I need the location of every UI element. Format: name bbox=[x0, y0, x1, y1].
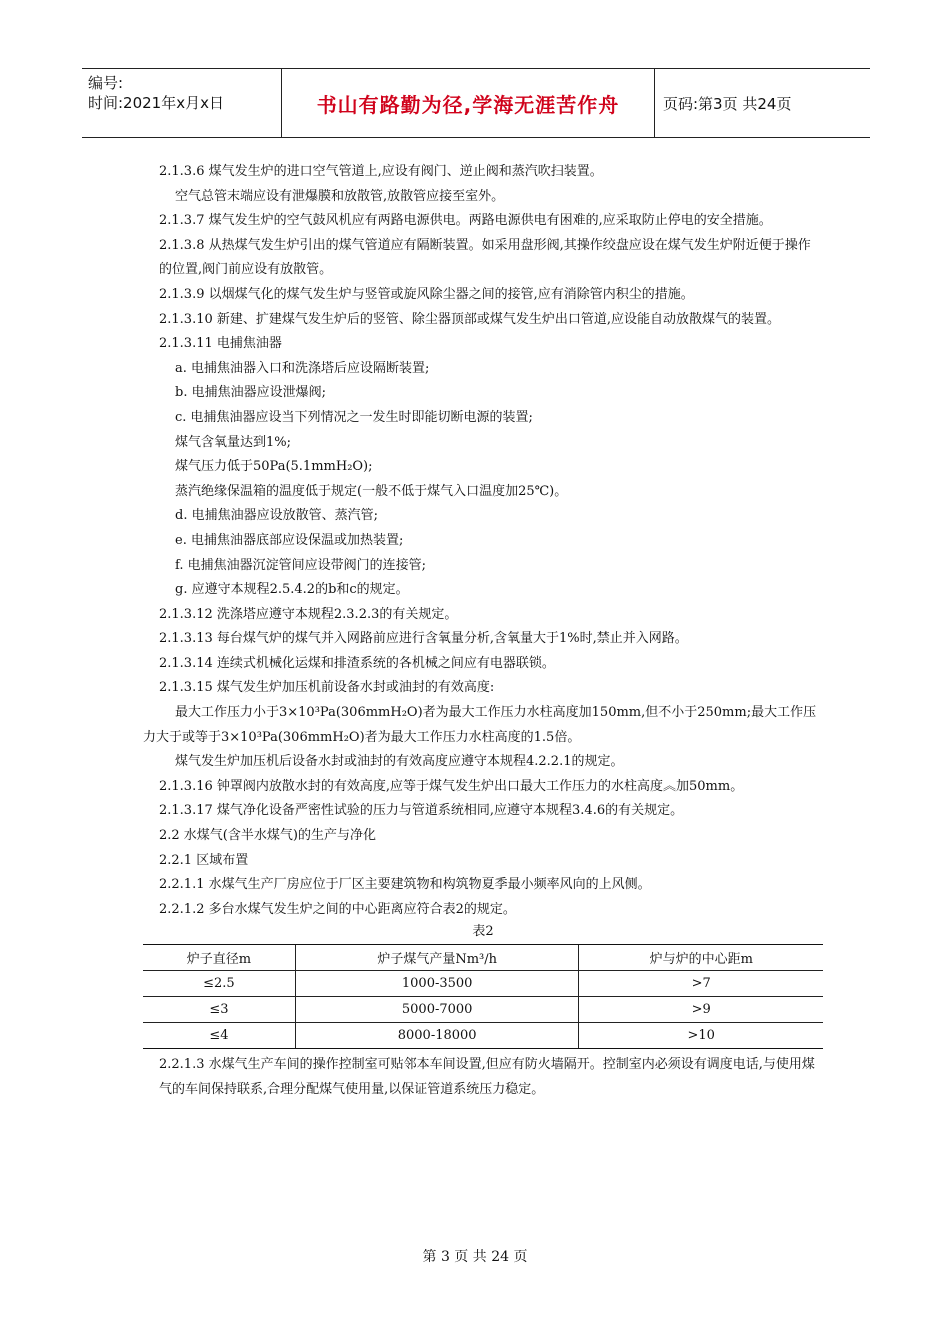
paragraph: 2.2.1.1 水煤气生产厂房应位于厂区主要建筑物和构筑物夏季最小频率风向的上风侧。 bbox=[159, 877, 651, 893]
table-row bbox=[143, 1023, 823, 1049]
list-item: 煤气压力低于50Pa(5.1mmH₂O); bbox=[175, 459, 373, 475]
table-cell: >10 bbox=[579, 1023, 823, 1049]
paragraph: 空气总管末端应设有泄爆膜和放散管,放散管应接至室外。 bbox=[175, 188, 505, 204]
table-cell: 8000-18000 bbox=[295, 1023, 579, 1049]
section-heading: 2.2.1 区域布置 bbox=[159, 852, 249, 868]
spacing-table bbox=[143, 944, 823, 1049]
page-footer: 第 3 页 共 24 页 bbox=[422, 1249, 528, 1265]
list-item: 蒸汽绝缘保温箱的温度低于规定(一般不低于煤气入口温度加25℃)。 bbox=[175, 483, 568, 499]
header-motto: 书山有路勤为径,学海无涯苦作舟 bbox=[282, 69, 655, 137]
table-header-row bbox=[143, 945, 823, 971]
list-item: e. 电捕焦油器底部应设保温或加热装置; bbox=[175, 532, 404, 548]
table-cell: 5000-7000 bbox=[295, 997, 579, 1023]
table-cell: >9 bbox=[579, 997, 823, 1023]
paragraph: 2.1.3.6 煤气发生炉的进口空气管道上,应设有阀门、逆止阀和蒸汽吹扫装置。 bbox=[159, 164, 603, 179]
paragraph: 2.1.3.16 钟罩阀内放散水封的有效高度,应等于煤气发生炉出口最大工作压力的水柱高度︽加50mm。 bbox=[159, 778, 744, 794]
paragraph: 2.1.3.10 新建、扩建煤气发生炉后的竖管、除尘器顶部或煤气发生炉出口管道,应设能自动放散煤气的装置。 bbox=[159, 311, 781, 327]
table-cell: ≤2.5 bbox=[143, 971, 295, 997]
paragraph: 2.1.3.13 每台煤气炉的煤气并入网路前应进行含氧量分析,含氧量大于1%时,禁止并入网路。 bbox=[159, 631, 688, 647]
paragraph: 2.1.3.9 以烟煤气化的煤气发生炉与竖管或旋风除尘器之间的接管,应有消除管内积尘的措施。 bbox=[159, 286, 694, 302]
table-row bbox=[143, 971, 823, 997]
paragraph: 2.2.1.3 水煤气生产车间的操作控制室可贴邻本车间设置,但应有防火墙隔开。控制室内必须设有调度电话,与使用煤气的车间保持联系,合理分配煤气使用量,以保证管道系统压力稳定。 bbox=[159, 1057, 815, 1097]
list-item: b. 电捕焦油器应设泄爆阀; bbox=[175, 385, 326, 401]
paragraph: 2.2.1.2 多台水煤气发生炉之间的中心距离应符合表2的规定。 bbox=[159, 901, 516, 917]
list-item: a. 电捕焦油器入口和洗涤塔后应设隔断装置; bbox=[175, 360, 430, 376]
table-header-cell: 炉子直径m bbox=[143, 945, 295, 971]
table-header-cell: 炉与炉的中心距m bbox=[579, 945, 823, 971]
table-cell: ≤3 bbox=[143, 997, 295, 1023]
table-row bbox=[143, 997, 823, 1023]
paragraph: 2.1.3.12 洗涤塔应遵守本规程2.3.2.3的有关规定。 bbox=[159, 606, 458, 622]
header-meta bbox=[82, 69, 282, 137]
section-heading: 2.2 水煤气(含半水煤气)的生产与净化 bbox=[159, 828, 376, 844]
list-item: 煤气含氧量达到1%; bbox=[175, 434, 292, 450]
header-page-number: 页码:第3页 共24页 bbox=[663, 94, 792, 113]
table-cell: 1000-3500 bbox=[295, 971, 579, 997]
paragraph: 最大工作压力小于3×10³Pa(306mmH₂O)者为最大工作压力水柱高度加150mm,但不小于250mm;最大工作压力大于或等于3×10³Pa(306mmH₂O)者为最大工作压力水柱高度的1.5倍。 bbox=[143, 705, 817, 745]
page-header bbox=[82, 68, 870, 138]
list-item: g. 应遵守本规程2.5.4.2的b和c的规定。 bbox=[175, 582, 409, 598]
document-number-label: 编号: bbox=[88, 74, 124, 92]
document-body bbox=[143, 160, 823, 1103]
paragraph: 2.1.3.15 煤气发生炉加压机前设备水封或油封的有效高度: bbox=[159, 680, 495, 696]
paragraph: 2.1.3.17 煤气净化设备严密性试验的压力与管道系统相同,应遵守本规程3.4.6的有关规定。 bbox=[159, 803, 684, 819]
list-item: c. 电捕焦油器应设当下列情况之一发生时即能切断电源的装置; bbox=[175, 409, 533, 425]
list-item: f. 电捕焦油器沉淀管间应设带阀门的连接管; bbox=[175, 557, 426, 573]
table-caption: 表2 bbox=[472, 924, 494, 940]
paragraph: 2.1.3.7 煤气发生炉的空气鼓风机应有两路电源供电。两路电源供电有困难的,应采取防止停电的安全措施。 bbox=[159, 213, 772, 229]
paragraph: 2.1.3.8 从热煤气发生炉引出的煤气管道应有隔断装置。如采用盘形阀,其操作绞盘应设在煤气发生炉附近便于操作的位置,阀门前应设有放散管。 bbox=[159, 237, 811, 278]
paragraph: 煤气发生炉加压机后设备水封或油封的有效高度应遵守本规程4.2.2.1的规定。 bbox=[175, 754, 624, 770]
table-header-cell: 炉子煤气产量Nm³/h bbox=[295, 945, 579, 971]
list-item: d. 电捕焦油器应设放散管、蒸汽管; bbox=[175, 508, 378, 524]
table-cell: >7 bbox=[579, 971, 823, 997]
document-date-label: 时间:2021年x月x日 bbox=[88, 94, 224, 112]
paragraph: 2.1.3.14 连续式机械化运煤和排渣系统的各机械之间应有电器联锁。 bbox=[159, 655, 555, 671]
table-cell: ≤4 bbox=[143, 1023, 295, 1049]
paragraph: 2.1.3.11 电捕焦油器 bbox=[159, 336, 282, 352]
